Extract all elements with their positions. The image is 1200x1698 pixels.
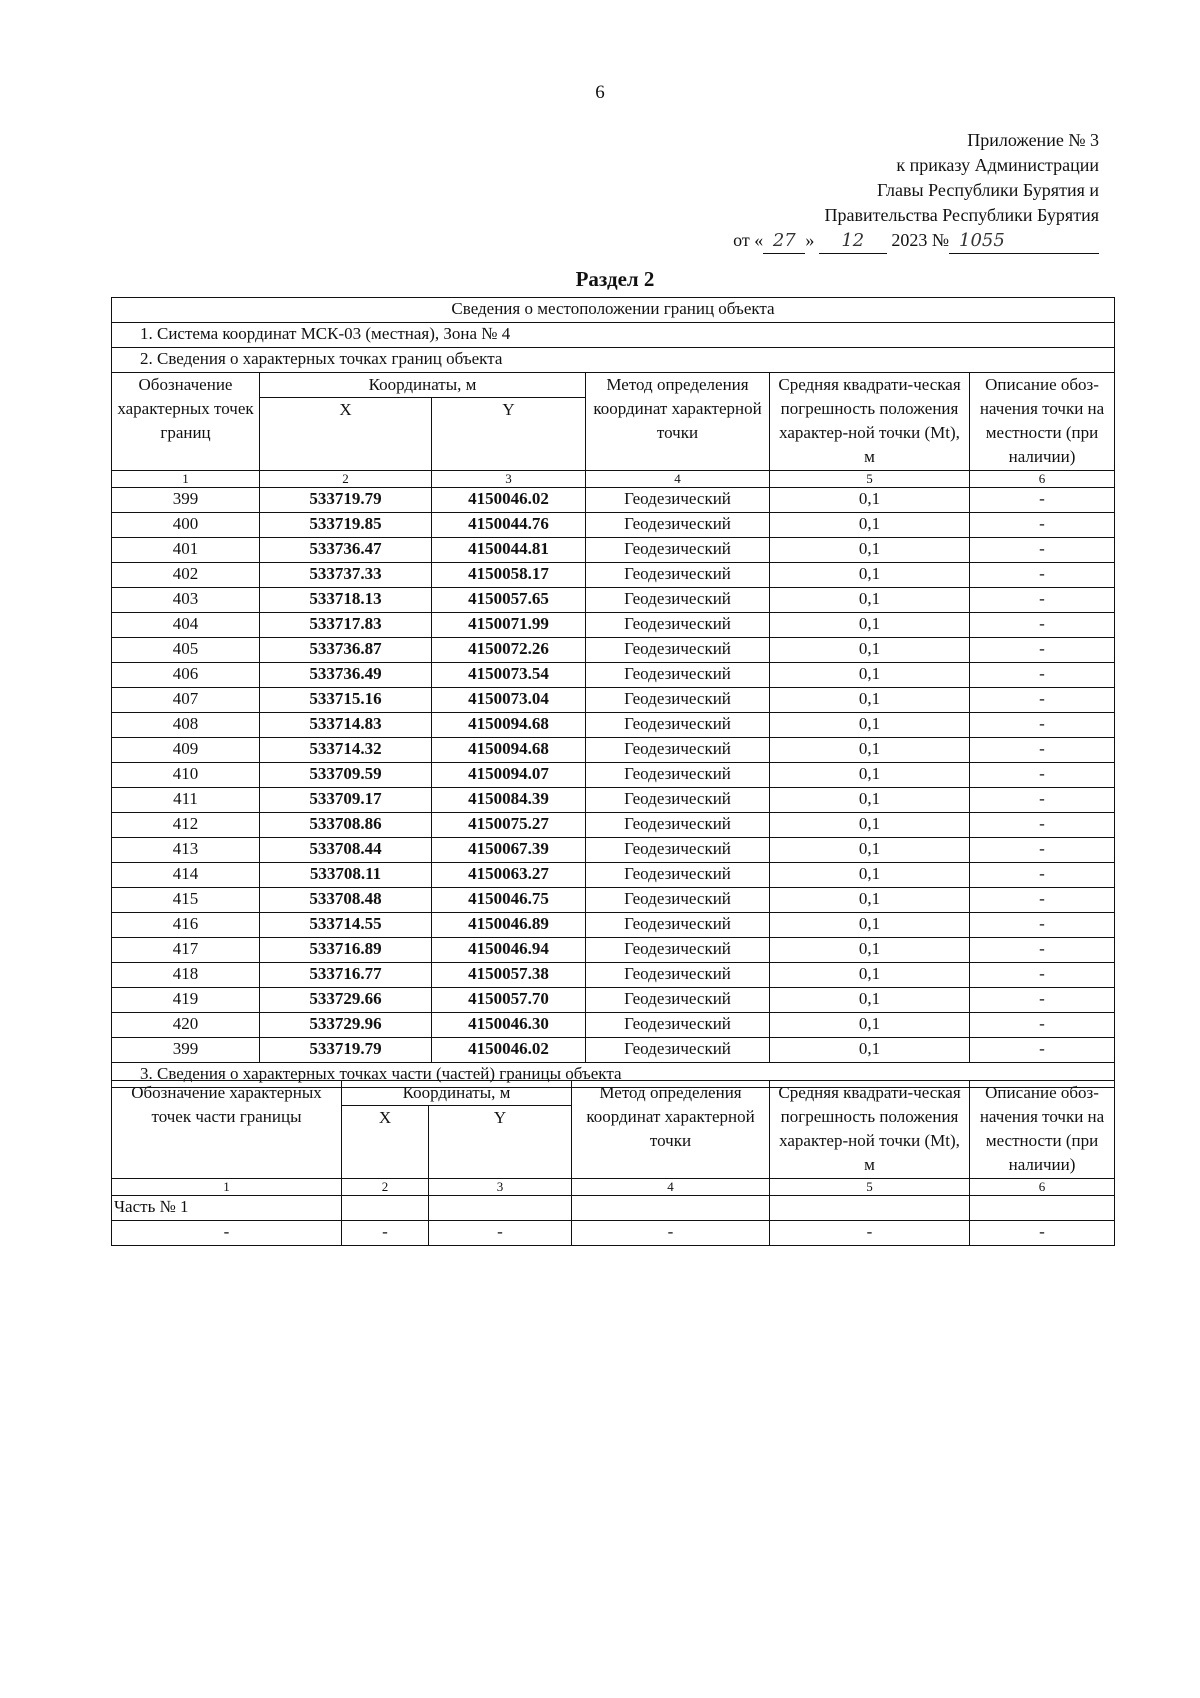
description-cell: - [970,1013,1115,1038]
x-coordinate-cell: 533718.13 [260,588,432,613]
description-cell: - [970,788,1115,813]
table-row [112,938,1115,963]
method-cell: Геодезический [586,938,770,963]
error-cell: 0,1 [770,913,970,938]
table-row [112,813,1115,838]
table-row [112,1038,1115,1063]
header-method: Метод определения координат характерной точки [586,373,770,471]
method-cell: Геодезический [586,1038,770,1063]
table-row [112,788,1115,813]
column-numbers-row [112,471,1115,488]
table-row [112,863,1115,888]
col-number: 5 [770,471,970,488]
header-error: Средняя квадрати-ческая погрешность положения характер-ной точки (Mt), м [770,373,970,471]
empty-cell [970,1196,1115,1221]
error-cell: 0,1 [770,588,970,613]
error-cell: 0,1 [770,813,970,838]
error-cell: 0,1 [770,938,970,963]
error-cell: 0,1 [770,988,970,1013]
error-cell: 0,1 [770,688,970,713]
point-cell: 399 [112,1038,260,1063]
method-cell: Геодезический [586,563,770,588]
boundary-points-table [111,297,1115,1088]
table-row [112,513,1115,538]
description-cell: - [970,588,1115,613]
y-coordinate-cell: 4150067.39 [432,838,586,863]
point-cell: 414 [112,863,260,888]
x-coordinate-cell: 533709.17 [260,788,432,813]
y-coordinate-cell: 4150046.02 [432,1038,586,1063]
column-numbers-row [112,1179,1115,1196]
table-row [112,663,1115,688]
description-cell: - [970,763,1115,788]
x-coordinate-cell: 533729.96 [260,1013,432,1038]
y-coordinate-cell: 4150071.99 [432,613,586,638]
order-date-line [733,228,1099,254]
point-cell: 404 [112,613,260,638]
y-coordinate-cell: 4150073.04 [432,688,586,713]
x-coordinate-cell: 533736.49 [260,663,432,688]
x-coordinate-cell: 533716.89 [260,938,432,963]
y-coordinate-cell: 4150057.70 [432,988,586,1013]
method-cell: Геодезический [586,588,770,613]
description-cell: - [970,688,1115,713]
point-cell: 413 [112,838,260,863]
point-cell: 420 [112,1013,260,1038]
method-cell: Геодезический [586,738,770,763]
method-cell: Геодезический [586,763,770,788]
description-cell: - [970,738,1115,763]
table-row [112,988,1115,1013]
col-number: 4 [586,471,770,488]
method-cell: Геодезический [586,713,770,738]
x-coordinate-cell: 533719.79 [260,488,432,513]
point-cell: 399 [112,488,260,513]
col-number: 3 [429,1179,572,1196]
point-cell: 402 [112,563,260,588]
date-year: 2023 № [891,230,949,250]
header-x: X [342,1106,429,1179]
x-coordinate-cell: 533737.33 [260,563,432,588]
x-coordinate-cell: 533715.16 [260,688,432,713]
point-cell: 405 [112,638,260,663]
y-coordinate-cell: 4150073.54 [432,663,586,688]
description-cell: - [970,663,1115,688]
empty-cell [429,1196,572,1221]
table-row [112,538,1115,563]
x-coordinate-cell: 533729.66 [260,988,432,1013]
appendix-header [733,128,1099,254]
error-cell: 0,1 [770,713,970,738]
table-row [112,888,1115,913]
col-number: 1 [112,471,260,488]
coord-system: 1. Система координат МСК-03 (местная), Зона № 4 [112,323,1115,348]
table2-subtitle: 3. Сведения о характерных точках части (частей) границы объекта [112,1063,1115,1088]
x-coordinate-cell: 533709.59 [260,763,432,788]
description-cell: - [970,538,1115,563]
error-cell: 0,1 [770,1038,970,1063]
description-cell: - [970,913,1115,938]
error-cell: 0,1 [770,863,970,888]
error-cell: 0,1 [770,513,970,538]
description-cell: - [970,813,1115,838]
point-cell: 401 [112,538,260,563]
header-point: Обозначение характерных точек части границы [112,1081,342,1179]
table-row [112,738,1115,763]
table-row [112,613,1115,638]
header-coords: Координаты, м [260,373,586,398]
x-coordinate-cell: 533714.55 [260,913,432,938]
description-cell: - [970,713,1115,738]
description-cell: - [970,838,1115,863]
col-number: 4 [572,1179,770,1196]
y-coordinate-cell: 4150057.38 [432,963,586,988]
y-coordinate-cell: 4150075.27 [432,813,586,838]
empty-cell [572,1196,770,1221]
error-cell: 0,1 [770,763,970,788]
point-cell: 407 [112,688,260,713]
table-row [112,638,1115,663]
point-cell: 416 [112,913,260,938]
point-cell: 410 [112,763,260,788]
description-cell: - [970,1221,1115,1246]
description-cell: - [970,863,1115,888]
error-cell: 0,1 [770,1013,970,1038]
table-row [112,488,1115,513]
date-mid: » [805,230,815,250]
description-cell: - [970,988,1115,1013]
x-coordinate-cell: 533708.48 [260,888,432,913]
appendix-line-3: Главы Республики Бурятия и [877,180,1099,200]
x-coordinate-cell: 533719.79 [260,1038,432,1063]
y-coordinate-cell: 4150072.26 [432,638,586,663]
x-coordinate-cell: 533714.83 [260,713,432,738]
section-title: Раздел 2 [575,267,655,291]
error-cell: 0,1 [770,738,970,763]
appendix-line-2: к приказу Администрации [896,155,1099,175]
y-coordinate-cell: 4150094.07 [432,763,586,788]
method-cell: Геодезический [586,913,770,938]
error-cell: 0,1 [770,663,970,688]
description-cell: - [970,963,1115,988]
appendix-line-1: Приложение № 3 [967,130,1099,150]
col-number: 6 [970,471,1115,488]
description-cell: - [970,638,1115,663]
x-coordinate-cell: 533708.44 [260,838,432,863]
header-x: X [260,398,432,471]
error-cell: 0,1 [770,613,970,638]
point-cell: 418 [112,963,260,988]
point-cell: - [112,1221,342,1246]
y-coordinate-cell: 4150084.39 [432,788,586,813]
description-cell: - [970,563,1115,588]
handwritten-day: 27 [763,228,805,254]
table-row [112,588,1115,613]
empty-cell [342,1196,429,1221]
table-row [112,688,1115,713]
error-cell: 0,1 [770,538,970,563]
error-cell: 0,1 [770,563,970,588]
method-cell: Геодезический [586,613,770,638]
y-coordinate-cell: 4150044.76 [432,513,586,538]
part-label-row [112,1196,1115,1221]
header-y: Y [432,398,586,471]
col-number: 3 [432,471,586,488]
table-caption: Сведения о местоположении границ объекта [112,298,1115,323]
y-coordinate-cell: 4150046.30 [432,1013,586,1038]
header-description: Описание обоз-начения точки на местности (при наличии) [970,373,1115,471]
method-cell: Геодезический [586,863,770,888]
point-cell: 403 [112,588,260,613]
error-cell: 0,1 [770,838,970,863]
error-cell: 0,1 [770,638,970,663]
table-row [112,713,1115,738]
description-cell: - [970,888,1115,913]
empty-cell [770,1196,970,1221]
point-cell: 419 [112,988,260,1013]
point-cell: 409 [112,738,260,763]
error-cell: 0,1 [770,963,970,988]
description-cell: - [970,513,1115,538]
method-cell: Геодезический [586,538,770,563]
description-cell: - [970,938,1115,963]
header-method: Метод определения координат характерной точки [572,1081,770,1179]
y-coordinate-cell: 4150044.81 [432,538,586,563]
method-cell: Геодезический [586,1013,770,1038]
point-cell: 412 [112,813,260,838]
y-coordinate-cell: 4150046.94 [432,938,586,963]
y-coordinate-cell: 4150046.75 [432,888,586,913]
method-cell: Геодезический [586,513,770,538]
method-cell: Геодезический [586,988,770,1013]
appendix-line-4: Правительства Республики Бурятия [824,205,1099,225]
point-cell: 400 [112,513,260,538]
method-cell: Геодезический [586,688,770,713]
method-cell: Геодезический [586,813,770,838]
x-coordinate-cell: 533736.87 [260,638,432,663]
header-coords: Координаты, м [342,1081,572,1106]
point-cell: 406 [112,663,260,688]
col-number: 2 [342,1179,429,1196]
error-cell: 0,1 [770,788,970,813]
point-cell: 408 [112,713,260,738]
header-description: Описание обоз-начения точки на местности (при наличии) [970,1081,1115,1179]
description-cell: - [970,488,1115,513]
col-number: 2 [260,471,432,488]
table-row [112,1221,1115,1246]
part-label: Часть № 1 [112,1196,342,1221]
col-number: 6 [970,1179,1115,1196]
method-cell: - [572,1221,770,1246]
handwritten-month: 12 [819,228,887,254]
table-row [112,763,1115,788]
table-row [112,563,1115,588]
method-cell: Геодезический [586,838,770,863]
error-cell: - [770,1221,970,1246]
table-row [112,838,1115,863]
y-coordinate-cell: 4150063.27 [432,863,586,888]
date-prefix: от « [733,230,764,250]
y-coordinate-cell: 4150058.17 [432,563,586,588]
table-row [112,913,1115,938]
method-cell: Геодезический [586,638,770,663]
y-coordinate-cell: 4150094.68 [432,738,586,763]
part-points-table [111,1080,1115,1246]
page-number: 6 [595,82,605,103]
y-coordinate-cell: - [429,1221,572,1246]
x-coordinate-cell: 533717.83 [260,613,432,638]
point-cell: 411 [112,788,260,813]
point-cell: 415 [112,888,260,913]
header-point: Обозначение характерных точек границ [112,373,260,471]
x-coordinate-cell: 533716.77 [260,963,432,988]
table-row [112,1013,1115,1038]
x-coordinate-cell: 533736.47 [260,538,432,563]
x-coordinate-cell: 533708.86 [260,813,432,838]
y-coordinate-cell: 4150057.65 [432,588,586,613]
x-coordinate-cell: 533708.11 [260,863,432,888]
method-cell: Геодезический [586,488,770,513]
header-error: Средняя квадрати-ческая погрешность положения характер-ной точки (Mt), м [770,1081,970,1179]
table-row [112,963,1115,988]
y-coordinate-cell: 4150046.89 [432,913,586,938]
y-coordinate-cell: 4150094.68 [432,713,586,738]
error-cell: 0,1 [770,488,970,513]
col-number: 5 [770,1179,970,1196]
description-cell: - [970,613,1115,638]
point-cell: 417 [112,938,260,963]
description-cell: - [970,1038,1115,1063]
method-cell: Геодезический [586,663,770,688]
col-number: 1 [112,1179,342,1196]
header-y: Y [429,1106,572,1179]
y-coordinate-cell: 4150046.02 [432,488,586,513]
x-coordinate-cell: 533714.32 [260,738,432,763]
x-coordinate-cell: 533719.85 [260,513,432,538]
method-cell: Геодезический [586,963,770,988]
error-cell: 0,1 [770,888,970,913]
x-coordinate-cell: - [342,1221,429,1246]
method-cell: Геодезический [586,788,770,813]
method-cell: Геодезический [586,888,770,913]
table1-subtitle: 2. Сведения о характерных точках границ объекта [112,348,1115,373]
handwritten-order-number: 1055 [949,228,1099,254]
